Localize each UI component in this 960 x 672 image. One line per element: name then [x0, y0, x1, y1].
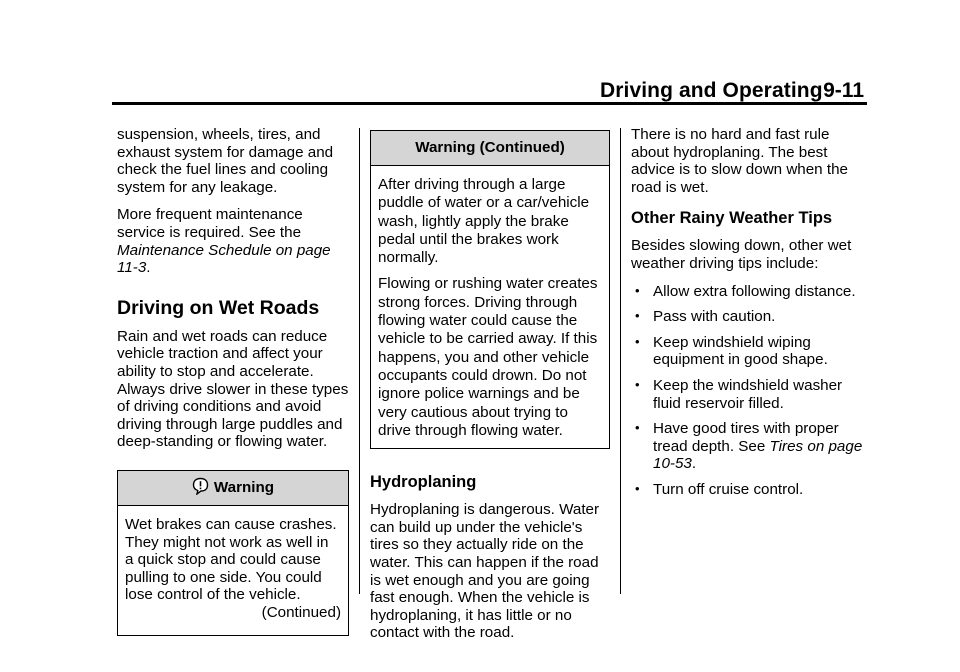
list-item: • Keep windshield wiping equipment in good shape.: [635, 333, 828, 369]
warning-title: Warning: [213, 478, 275, 496]
list-item: • Keep the windshield washer fluid reservoir filled.: [635, 376, 843, 412]
warning-continued-box: [370, 130, 610, 449]
bullet-icon: •: [635, 376, 640, 392]
continued-label: (Continued): [261, 603, 341, 621]
column-divider-1: [359, 128, 360, 594]
warning-text: Wet brakes can cause crashes. They might not work as well in a quick stop and could cause pulling to one side. You could lose control of the vehicle.: [125, 515, 337, 604]
maintenance-schedule-link[interactable]: Maintenance Schedule on page 11-3: [117, 241, 331, 277]
tires-link[interactable]: Tires on page 10-53: [653, 437, 863, 473]
maintenance-end: .: [146, 259, 151, 277]
warning-continued-body: [371, 166, 609, 448]
tip-text: Have good tires with proper tread depth. See: [653, 420, 839, 455]
column-2: [370, 130, 610, 652]
bullet-icon: •: [635, 333, 640, 349]
wet-roads-heading: Driving on Wet Roads: [117, 296, 320, 319]
bullet-icon: •: [635, 480, 640, 496]
tips-intro: Besides slowing down, other wet weather driving tips include:: [631, 237, 852, 272]
page-number: 9-11: [823, 79, 864, 102]
tip-end: .: [691, 455, 697, 473]
warning-box: [117, 470, 349, 637]
column-divider-2: [620, 128, 621, 594]
tips-list: [631, 283, 871, 499]
hydroplaning-advice: There is no hard and fast rule about hydroplaning. The best advice is to slow down when the road is wet.: [631, 126, 848, 196]
warning-body: [118, 506, 348, 636]
hydroplaning-body: Hydroplaning is dangerous. Water can build up under the vehicle's tires so they actually ride on the water. This can happen if the road is wet enough and you are going fast enough. When the vehicle is hydroplaning, it has little or no contact with the road.: [370, 501, 600, 642]
list-item: [631, 420, 871, 473]
bullet-icon: •: [635, 420, 640, 436]
hydroplaning-heading: Hydroplaning: [370, 473, 477, 492]
wet-roads-body: Rain and wet roads can reduce vehicle traction and affect your ability to stop and accelerate. Always drive slower in these types of driving conditions and avoid driving through large puddles and deep-standing or flowing water.: [117, 327, 349, 451]
list-item: • Pass with caution.: [635, 308, 776, 326]
rainy-tips-heading: Other Rainy Weather Tips: [631, 209, 833, 228]
column-1: [117, 126, 349, 636]
warning-paragraph-1: After driving through a large puddle of water or a car/vehicle wash, lightly apply the brake pedal until the brakes work normally.: [378, 176, 590, 267]
bullet-icon: •: [635, 308, 640, 324]
warning-icon: [192, 474, 209, 508]
warning-header: [118, 471, 348, 506]
intro-paragraph: suspension, wheels, tires, and exhaust system for damage and check the fuel lines and cooling system for any leakage.: [117, 126, 334, 196]
list-item: • Turn off cruise control.: [635, 480, 804, 498]
section-title: Driving and Operating: [600, 79, 823, 102]
warning-continued-header: Warning (Continued): [371, 131, 609, 166]
header-rule: [112, 102, 867, 105]
maintenance-paragraph: [117, 206, 349, 276]
column-3: [631, 126, 871, 507]
warning-paragraph-2: Flowing or rushing water creates strong forces. Driving through flowing water could cause the vehicle to be carried away. If this happens, you and other vehicle occupants could drown. Do not ignore police warnings and be very cautious about trying to drive through flowing water.: [378, 275, 598, 439]
bullet-icon: •: [635, 282, 640, 298]
maintenance-text: More frequent maintenance service is required. See the: [117, 206, 303, 241]
list-item: • Allow extra following distance.: [635, 282, 856, 300]
